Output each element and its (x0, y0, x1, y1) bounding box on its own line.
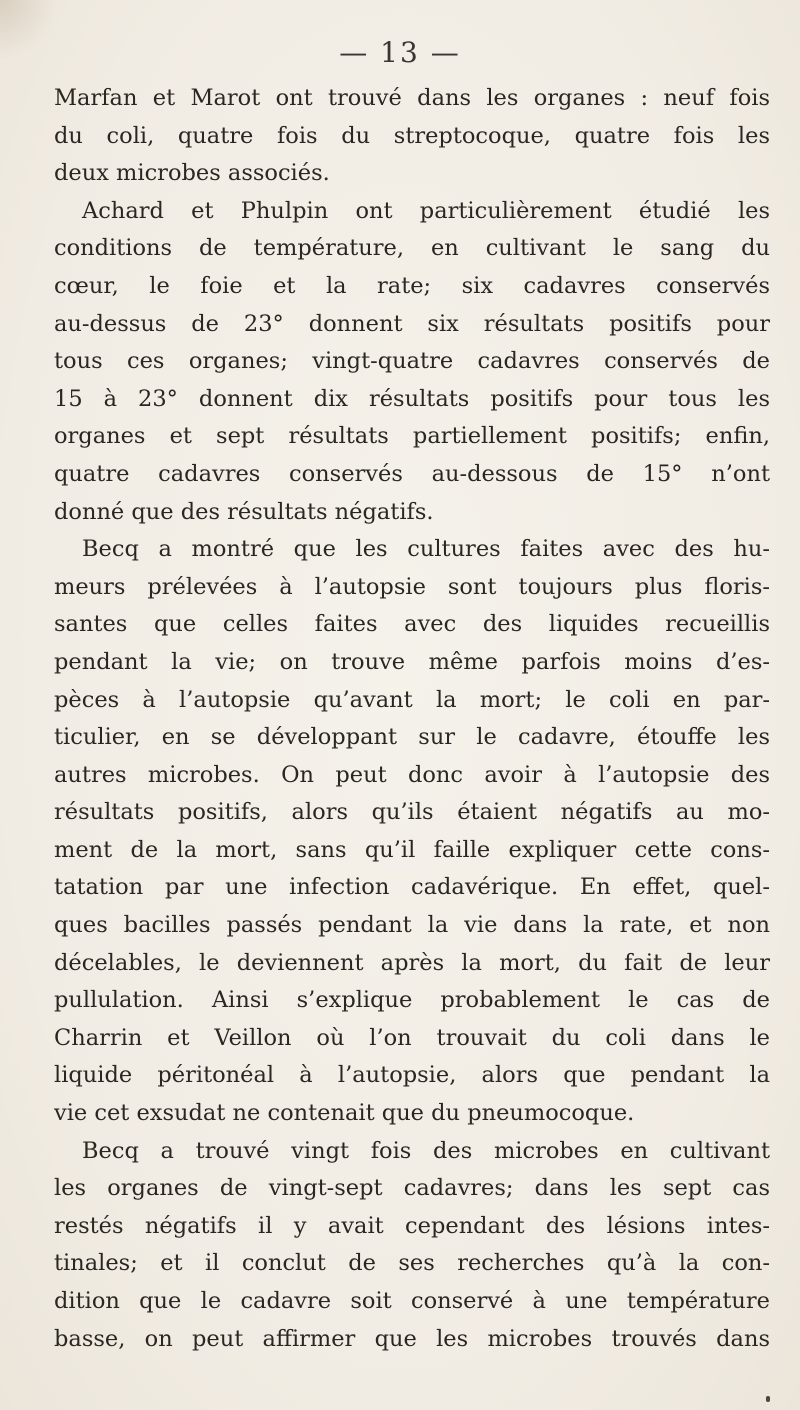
text-line: liquide péritonéal à l’autopsie, alors que pendant la (54, 1062, 770, 1089)
text-line: tatation par une infection cadavérique. En effet, quel- (54, 874, 770, 901)
text-line: ques bacilles passés pendant la vie dans la rate, et non (54, 912, 770, 939)
text-line: conditions de température, en cultivant le sang du (54, 235, 770, 262)
text-line: basse, on peut affirmer que les microbes trouvés dans (54, 1325, 770, 1352)
text-line: du coli, quatre fois du streptocoque, quatre fois les (54, 122, 770, 149)
text-line: ment de la mort, sans qu’il faille expliquer cette cons- (54, 836, 770, 863)
text-line: dition que le cadavre soit conservé à une température (54, 1288, 770, 1314)
text-line: vie cet exsudat ne contenait que du pneumocoque. (54, 1100, 635, 1127)
paragraph-start-line: Becq a trouvé vingt fois des microbes en cultivant (82, 1137, 770, 1164)
text-line: organes et sept résultats partiellement positifs; enfin, (54, 423, 770, 450)
text-line: quatre cadavres conservés au-dessous de 15° n’ont (54, 460, 770, 487)
paragraph-start-line: Becq a montré que les cultures faites avec des hu- (82, 536, 770, 563)
text-line: deux microbes associés. (54, 160, 330, 187)
text-line: donné que des résultats négatifs. (54, 498, 434, 525)
page-number: — 13 — (339, 36, 461, 69)
text-line: restés négatifs il y avait cependant des lésions intes- (54, 1212, 770, 1239)
text-line: santes que celles faites avec des liquides recueillis (54, 611, 770, 638)
text-line: les organes de vingt-sept cadavres; dans les sept cas (54, 1175, 770, 1202)
text-line: pèces à l’autopsie qu’avant la mort; le coli en par- (54, 686, 770, 713)
text-line: résultats positifs, alors qu’ils étaient négatifs au mo- (54, 799, 770, 826)
text-line: autres microbes. On peut donc avoir à l’autopsie des (54, 761, 770, 788)
body-text (54, 80, 770, 1358)
text-line: décelables, le deviennent après la mort, du fait de leur (54, 949, 770, 976)
text-line: pullulation. Ainsi s’explique probablement le cas de (54, 987, 770, 1014)
text-line: ticulier, en se développant sur le cadavre, étouffe les (54, 724, 770, 751)
ink-speck (766, 1396, 770, 1402)
text-line: meurs prélevées à l’autopsie sont toujours plus floris- (54, 573, 770, 600)
text-line: 15 à 23° donnent dix résultats positifs pour tous les (54, 385, 770, 412)
text-line: cœur, le foie et la rate; six cadavres conservés (54, 272, 770, 299)
text-line: au-dessus de 23° donnent six résultats positifs pour (54, 310, 770, 337)
text-line: Charrin et Veillon où l’on trouvait du coli dans le (54, 1024, 770, 1051)
paragraph-start-line: Achard et Phulpin ont particulièrement étudié les (82, 197, 770, 224)
text-line: tous ces organes; vingt-quatre cadavres conservés de (54, 348, 770, 375)
text-line: tinales; et il conclut de ses recherches qu’à la con- (54, 1250, 770, 1277)
text-line: Marfan et Marot ont trouvé dans les organes : neuf fois (54, 85, 770, 111)
text-line: pendant la vie; on trouve même parfois moins d’es- (54, 648, 770, 675)
